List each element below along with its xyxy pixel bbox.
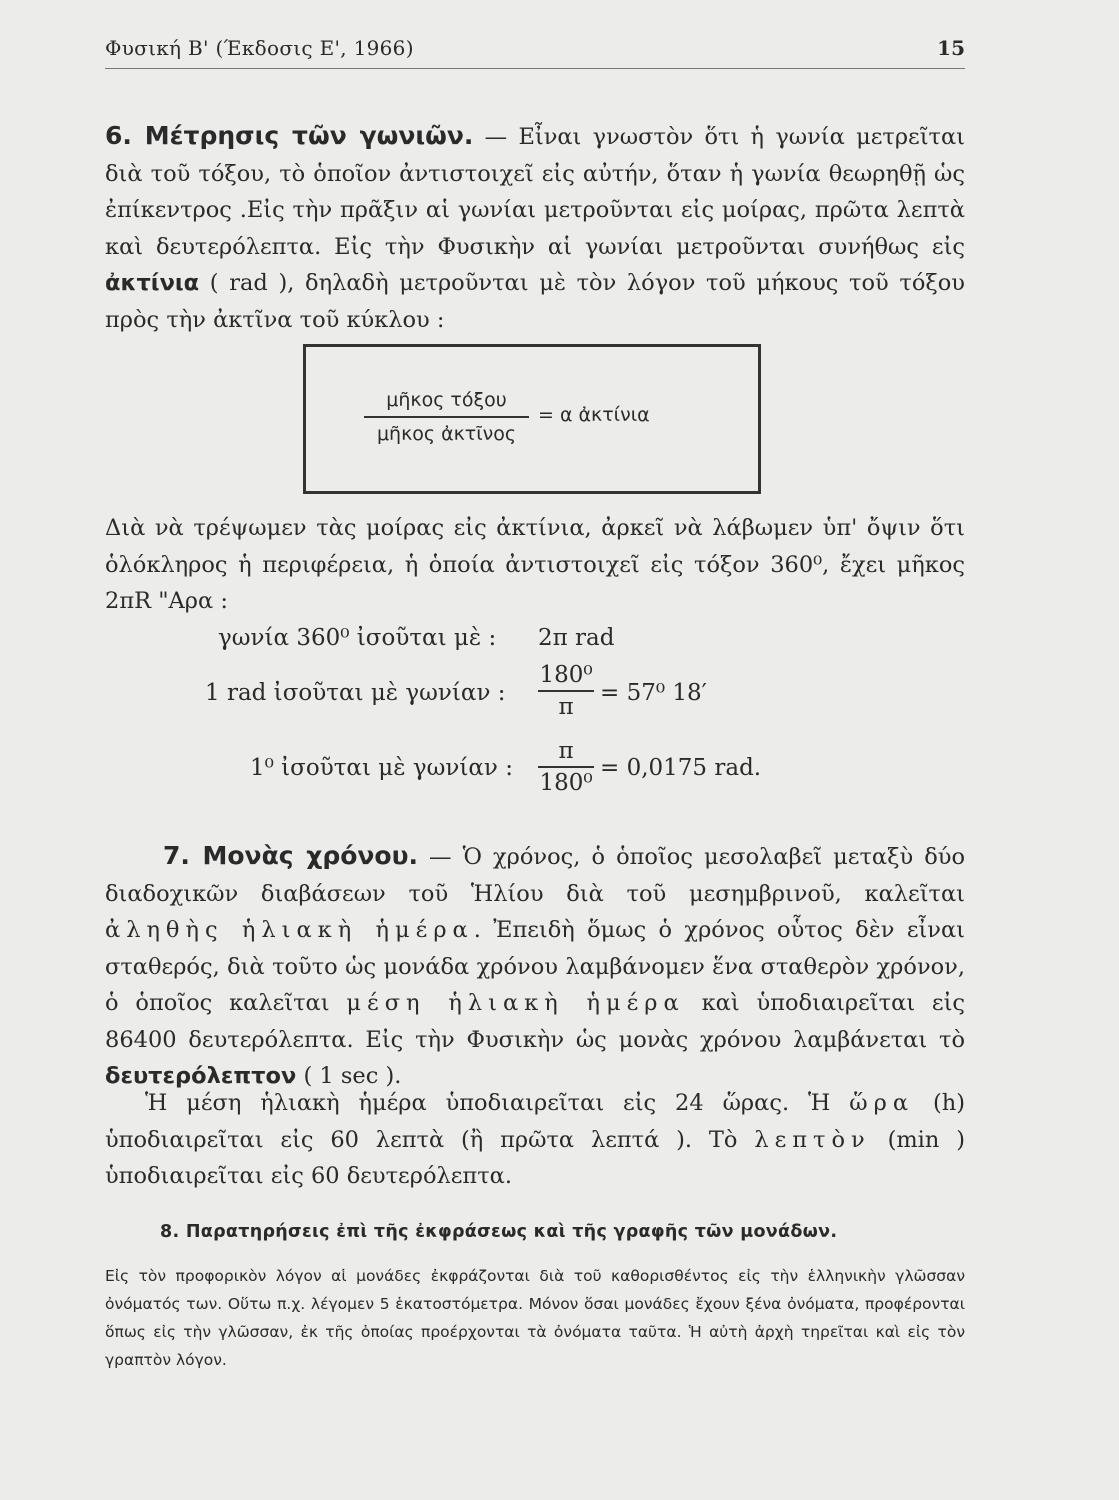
section-6-text-1: — Εἶναι γνωστὸν ὅτι ἡ γωνία μετρεῖται διὰ τοῦ τόξου, τὸ ὁποῖον ἀντιστοιχεῖ εἰς αὐτήν, ὅταν ἡ γωνία θεωρηθῇ ὡς ἐπίκεντρος .Εἰς τὴν πρᾶξιν αἱ γωνίαι μετροῦνται εἰς μοίρας, πρῶτα λεπτὰ καὶ δευτερόλεπτα. Εἰς τὴν Φυσικὴν αἱ γωνίαι μετροῦνται συνήθως εἰς bbox=[105, 124, 965, 260]
equation-2-left: 1 rad ἰσοῦται μὲ γωνίαν : bbox=[205, 680, 506, 706]
equation-1-left: γωνία 360⁰ ἰσοῦται μὲ : bbox=[218, 625, 497, 651]
equation-3-right: = 0,0175 rad. bbox=[600, 755, 762, 781]
term-minute: λεπτὸν bbox=[754, 1126, 871, 1153]
term-second: δευτερόλεπτον bbox=[105, 1063, 297, 1089]
fraction-bar bbox=[364, 416, 529, 418]
term-apparent-solar-day: ἀληθὴς ἡλιακὴ ἡμέρα bbox=[105, 917, 474, 943]
header-rule bbox=[105, 68, 965, 69]
equation-3-denominator: 180⁰ bbox=[539, 770, 593, 796]
section-6-title: 6. Μέτρησις τῶν γωνιῶν. bbox=[105, 121, 474, 150]
equation-2-right: = 57⁰ 18′ bbox=[600, 680, 707, 706]
page-header bbox=[105, 36, 965, 70]
section-7-text-3: καὶ ὑποδιαιρεῖται εἰς 86400 δευτερόλεπτα. Εἰς τὴν Φυσικὴν ὡς μονὰς χρόνου λαμβάνεται τὸ bbox=[105, 990, 966, 1053]
section-6-paragraph bbox=[105, 118, 965, 338]
section-7-p2-text-1: Ἡ μέση ἡλιακὴ ἡμέρα ὑποδιαιρεῖται εἰς 24 ὥρας. Ἡ bbox=[145, 1090, 850, 1116]
term-mean-solar-day: μέση ἡλιακὴ ἡμέρα bbox=[346, 990, 685, 1016]
equation-3-numerator: π bbox=[558, 738, 574, 764]
radian-fraction bbox=[364, 387, 529, 447]
section-6-conversion-text: Διὰ νὰ τρέψωμεν τὰς μοίρας εἰς ἀκτίνια, ἀρκεῖ νὰ λάβωμεν ὑπ' ὄψιν ὅτι ὁλόκληρος ἡ περιφέρεια, ἡ ὁποία ἀντιστοιχεῖ εἰς τόξον 360⁰, ἔχει μῆκος 2πR "Αρα : bbox=[105, 515, 965, 614]
equation-3-left: 1⁰ ἰσοῦται μὲ γωνίαν : bbox=[250, 755, 513, 781]
equation-2-denominator: π bbox=[558, 694, 574, 720]
section-7-p2-text-2: (h) ὑποδιαιρεῖται εἰς 60 λεπτὰ (ἢ πρῶτα λεπτά ). Τὸ bbox=[105, 1090, 965, 1153]
running-title: Φυσική Β' (Έκδοσις Ε', 1966) bbox=[105, 36, 414, 60]
equation-3-fraction bbox=[538, 738, 594, 796]
fraction-denominator: μῆκος ἀκτῖνος bbox=[376, 423, 517, 445]
section-8-title: 8. Παρατηρήσεις ἐπὶ τῆς ἐκφράσεως καὶ τῆς γραφῆς τῶν μονάδων. bbox=[160, 1222, 838, 1242]
page-number: 15 bbox=[937, 36, 965, 60]
equation-2-numerator: 180⁰ bbox=[539, 662, 593, 688]
section-7-title: 7. Μονὰς χρόνου. bbox=[163, 841, 418, 870]
radian-formula-box bbox=[303, 344, 761, 494]
section-7-paragraph-1 bbox=[105, 838, 965, 1095]
section-7-text-4: ( 1 sec ). bbox=[296, 1063, 402, 1089]
fraction-result: = α ἀκτίνια bbox=[538, 404, 650, 426]
fraction-numerator: μῆκος τόξου bbox=[386, 389, 507, 411]
section-7-text-2: . Ἐπειδὴ ὅμως ὁ χρόνος οὗτος δὲν εἶναι σταθερός, διὰ τοῦτο ὡς μονάδα χρόνου λαμβάνομεν ἕνα σταθερὸν χρόνον, ὁ ὁποῖος καλεῖται bbox=[105, 917, 966, 1016]
section-7-text-1: — Ὁ χρόνος, ὁ ὁποῖος μεσολαβεῖ μεταξὺ δύο διαδοχικῶν διαβάσεων τοῦ Ἡλίου διὰ τοῦ μεσημβρινοῦ, καλεῖται bbox=[105, 844, 965, 907]
section-7-paragraph-2 bbox=[105, 1085, 965, 1195]
fraction-bar bbox=[538, 766, 594, 768]
term-hour: ὥρα bbox=[849, 1090, 915, 1116]
equation-2-fraction bbox=[538, 662, 594, 720]
section-8-text: Εἰς τὸν προφορικὸν λόγον αἱ μονάδες ἐκφράζονται διὰ τοῦ καθορισθέντος εἰς τὴν ἑλληνικὴν γλῶσσαν ὀνόματός των. Οὕτω π.χ. λέγομεν 5 ἑκατοστόμετρα. Μόνον ὅσαι μονάδες ἔχουν ξένα ὀνόματα, προφέρονται ὅπως εἰς τὴν γλῶσσαν, ἐκ τῆς ὁποίας προέρχονται τὰ ὀνόματα ταῦτα. Ἡ αὐτὴ ἀρχὴ τηρεῖται καὶ εἰς τὸν γραπτὸν λόγον. bbox=[105, 1267, 965, 1369]
section-6-text-2: ( rad ), δηλαδὴ μετροῦνται μὲ τὸν λόγον τοῦ μήκους τοῦ τόξου πρὸς τὴν ἀκτῖνα τοῦ κύκλου : bbox=[105, 270, 965, 333]
equation-1-right: 2π rad bbox=[538, 625, 615, 651]
fraction-bar bbox=[538, 690, 594, 692]
term-radian: ἀκτίνια bbox=[105, 270, 200, 296]
section-7-p2-text-3: (min ) ὑποδιαιρεῖται εἰς 60 δευτερόλεπτα. bbox=[105, 1126, 965, 1189]
